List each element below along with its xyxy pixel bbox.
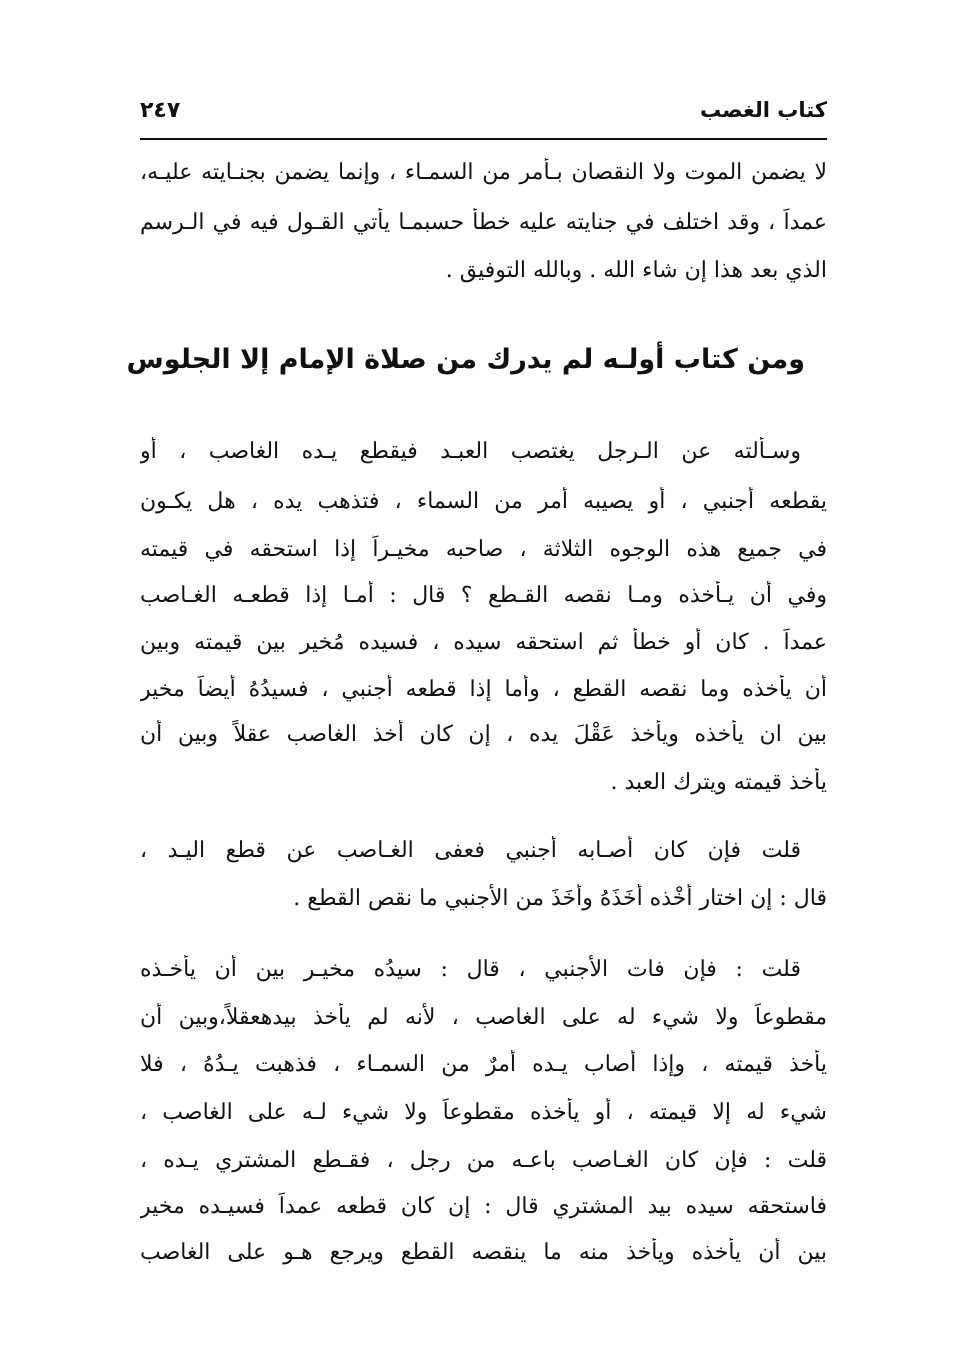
paragraph-line: بين ان يأخذه ويأخذ عَقْلَ يده ، إن كان أخذ الغاصب عقلاً وبين أن xyxy=(140,722,827,747)
page-number: ٢٤٧ xyxy=(140,98,181,123)
paragraph-line: قلت : فإن كان الغـاصب باعـه من رجل ، فقـطع المشتري يـده ، xyxy=(140,1148,827,1173)
intro-line: عمداً ، وقد اختلف في جنايته عليه خطأً حسبمـا يأتي القـول فيه في الـرسم xyxy=(140,210,827,235)
section-heading: ومن كتاب أولـه لم يدرك من صلاة الإمام إلا الجلوس xyxy=(126,344,805,375)
running-title: كتاب الغصب xyxy=(700,98,827,122)
paragraph-line: يأخذ قيمته ، وإذا أصاب يـده أمرٌ من السمـاء ، فذهبت يـدُهُ ، فلا xyxy=(140,1052,827,1077)
header-rule xyxy=(140,138,827,140)
intro-line: لا يضمن الموت ولا النقصان بـأمر من السمـاء ، وإنما يضمن بجنـايته عليـه، xyxy=(140,160,827,185)
paragraph-line: بين أن يأخذه ويأخذ منه ما ينقصه القطع ويرجع هـو على الغاصب xyxy=(140,1240,827,1265)
paragraph-line: وسـألته عن الـرجل يغتصب العبـد فيقطع يـده الغاصب ، أو xyxy=(140,439,801,464)
paragraph-line: وفي أن يـأخذه ومـا نقصه القـطع ؟ قال : أمـا إذا قطعـه الغـاصب xyxy=(140,583,827,608)
paragraph-line: قلت : فإن فات الأجنبي ، قال : سيدُه مخيـر بين أن يأخـذه xyxy=(140,957,801,982)
page-header xyxy=(140,96,827,136)
paragraph-line: شيء له إلا قيمته ، أو يأخذه مقطوعاً ولا شيء لـه على الغاصب ، xyxy=(140,1100,827,1125)
paragraph-line: عمداً . كان أو خطأً ثم استحقه سيده ، فسيده مُخير بين قيمته وبين xyxy=(140,630,827,655)
paragraph-line: أن يأخذه وما نقصه القطع ، وأما إذا قطعه أجنبي ، فسيدُهُ أيضاً مخير xyxy=(140,677,827,702)
paragraph-line: قال : إن اختار أَخْذه أَخَذَهُ وأَخَذَ من الأجنبي ما نقص القطع . xyxy=(293,886,827,911)
paragraph-line: فاستحقه سيده بيد المشتري قال : إن كان قطعه عمداً فسيـده مخير xyxy=(140,1194,827,1219)
intro-line: الذي بعد هذا إن شاء الله . وبالله التوفيق . xyxy=(445,258,827,283)
paragraph-line: قلت فإن كان أصـابه أجنبي فعفى الغـاصب عن قطع اليـد ، xyxy=(140,838,801,863)
paragraph-line: يأخذ قيمته ويترك العبد . xyxy=(610,770,827,795)
paragraph-line: في جميع هذه الوجوه الثلاثة ، صاحبه مخيـراً إذا استحقه في قيمته xyxy=(140,537,827,562)
paragraph-line: يقطعه أجنبي ، أو يصيبه أمر من السماء ، فتذهب يده ، هل يكـون xyxy=(140,489,827,514)
paragraph-line: مقطوعاً ولا شيء له على الغاصب ، لأنه لم يأخذ بيدهعقلاً،وبين أن xyxy=(140,1005,827,1030)
